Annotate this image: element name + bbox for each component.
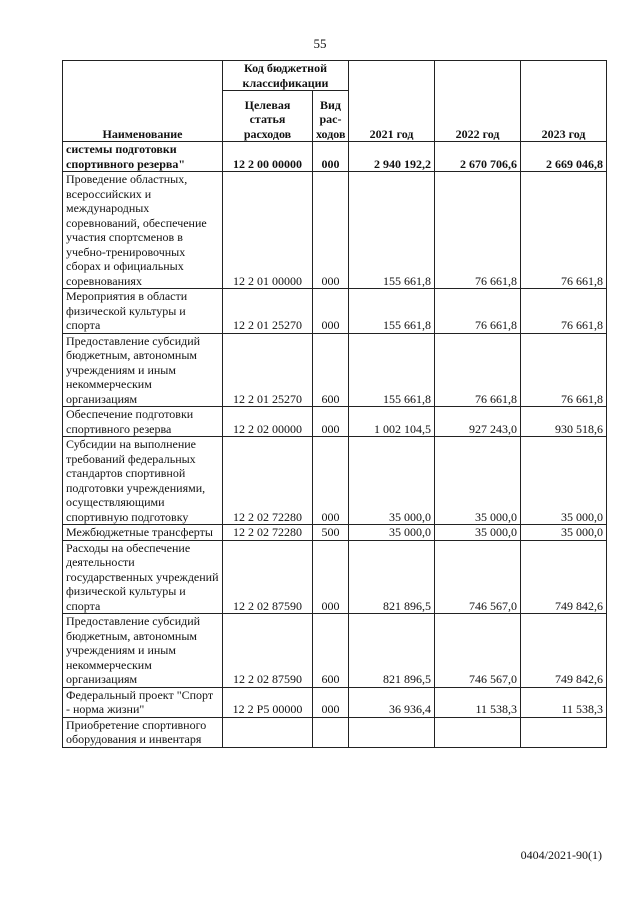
row-target-code: 12 2 01 00000 <box>223 172 313 289</box>
row-value-2023: 35 000,0 <box>521 525 607 541</box>
row-expense-type: 000 <box>313 172 349 289</box>
row-target-code: 12 2 02 72280 <box>223 437 313 525</box>
row-value-2022: 746 567,0 <box>435 540 521 614</box>
row-value-2023: 749 842,6 <box>521 540 607 614</box>
row-value-2021: 35 000,0 <box>349 437 435 525</box>
row-value-2021: 35 000,0 <box>349 525 435 541</box>
row-target-code: 12 2 01 25270 <box>223 333 313 407</box>
row-expense-type: 000 <box>313 407 349 437</box>
table-row <box>63 289 607 334</box>
row-value-2023: 76 661,8 <box>521 333 607 407</box>
row-expense-type: 000 <box>313 289 349 334</box>
row-value-2021 <box>349 717 435 747</box>
row-value-2021: 821 896,5 <box>349 614 435 688</box>
row-name: Расходы на обеспечение деятельности государственных учреждений физической культуры и спорта <box>63 540 223 614</box>
row-value-2023: 35 000,0 <box>521 437 607 525</box>
table-row <box>63 540 607 614</box>
table-row <box>63 407 607 437</box>
row-value-2022: 2 670 706,6 <box>435 142 521 172</box>
row-name: Проведение областных, всероссийских и международных соревнований, обеспечение участия спортсменов в учебно-тренировочных сборах и официальных соревнованиях <box>63 172 223 289</box>
row-target-code: 12 2 01 25270 <box>223 289 313 334</box>
row-value-2023 <box>521 717 607 747</box>
header-2022: 2022 год <box>435 61 521 142</box>
row-value-2022: 35 000,0 <box>435 437 521 525</box>
row-value-2022: 76 661,8 <box>435 333 521 407</box>
table-row <box>63 525 607 541</box>
header-2023: 2023 год <box>521 61 607 142</box>
row-name: Предоставление субсидий бюджетным, автономным учреждениям и иным некоммерческим организациям <box>63 614 223 688</box>
row-value-2023: 930 518,6 <box>521 407 607 437</box>
table-row <box>63 614 607 688</box>
row-value-2023: 11 538,3 <box>521 687 607 717</box>
row-value-2021: 36 936,4 <box>349 687 435 717</box>
row-target-code: 12 2 02 87590 <box>223 540 313 614</box>
row-target-code: 12 2 P5 00000 <box>223 687 313 717</box>
header-name: Наименование <box>63 61 223 142</box>
page-number: 55 <box>313 36 327 51</box>
row-name: Субсидии на выполнение требований федеральных стандартов спортивной подготовки учреждениями, осуществляющими спортивную подготовку <box>63 437 223 525</box>
row-value-2023: 76 661,8 <box>521 172 607 289</box>
row-value-2021: 155 661,8 <box>349 333 435 407</box>
header-target: Целевая статья расходов <box>223 91 313 142</box>
row-name: Межбюджетные трансферты <box>63 525 223 541</box>
row-expense-type: 000 <box>313 540 349 614</box>
row-value-2023: 2 669 046,8 <box>521 142 607 172</box>
row-expense-type: 600 <box>313 333 349 407</box>
row-value-2022: 76 661,8 <box>435 289 521 334</box>
row-target-code: 12 2 02 87590 <box>223 614 313 688</box>
header-2021: 2021 год <box>349 61 435 142</box>
table-row <box>63 437 607 525</box>
row-name: Обеспечение подготовки спортивного резерва <box>63 407 223 437</box>
row-expense-type: 000 <box>313 142 349 172</box>
document-number: 0404/2021-90(1) <box>520 848 602 862</box>
budget-table <box>62 60 607 748</box>
table-row <box>63 172 607 289</box>
row-target-code <box>223 717 313 747</box>
row-value-2022: 746 567,0 <box>435 614 521 688</box>
row-target-code: 12 2 00 00000 <box>223 142 313 172</box>
table-row <box>63 717 607 747</box>
row-expense-type: 000 <box>313 687 349 717</box>
row-value-2021: 155 661,8 <box>349 172 435 289</box>
row-value-2021: 155 661,8 <box>349 289 435 334</box>
row-expense-type: 000 <box>313 437 349 525</box>
row-value-2022: 76 661,8 <box>435 172 521 289</box>
row-name: Предоставление субсидий бюджетным, автономным учреждениям и иным некоммерческим организациям <box>63 333 223 407</box>
row-expense-type: 500 <box>313 525 349 541</box>
row-name: Мероприятия в области физической культуры и спорта <box>63 289 223 334</box>
table-row <box>63 687 607 717</box>
row-value-2022: 35 000,0 <box>435 525 521 541</box>
row-value-2021: 2 940 192,2 <box>349 142 435 172</box>
header-vid: Вид рас-ходов <box>313 91 349 142</box>
row-value-2023: 749 842,6 <box>521 614 607 688</box>
row-name: системы подготовки спортивного резерва" <box>63 142 223 172</box>
row-value-2021: 1 002 104,5 <box>349 407 435 437</box>
row-value-2023: 76 661,8 <box>521 289 607 334</box>
table-row <box>63 333 607 407</box>
row-value-2022 <box>435 717 521 747</box>
row-value-2021: 821 896,5 <box>349 540 435 614</box>
row-value-2022: 11 538,3 <box>435 687 521 717</box>
row-expense-type <box>313 717 349 747</box>
row-value-2022: 927 243,0 <box>435 407 521 437</box>
row-name: Приобретение спортивного оборудования и инвентаря <box>63 717 223 747</box>
row-target-code: 12 2 02 00000 <box>223 407 313 437</box>
row-name: Федеральный проект "Спорт - норма жизни" <box>63 687 223 717</box>
row-expense-type: 600 <box>313 614 349 688</box>
table-row <box>63 142 607 172</box>
header-code-group: Код бюджетной классификации <box>223 61 349 91</box>
row-target-code: 12 2 02 72280 <box>223 525 313 541</box>
table-body <box>63 142 607 748</box>
header-row <box>63 61 607 91</box>
